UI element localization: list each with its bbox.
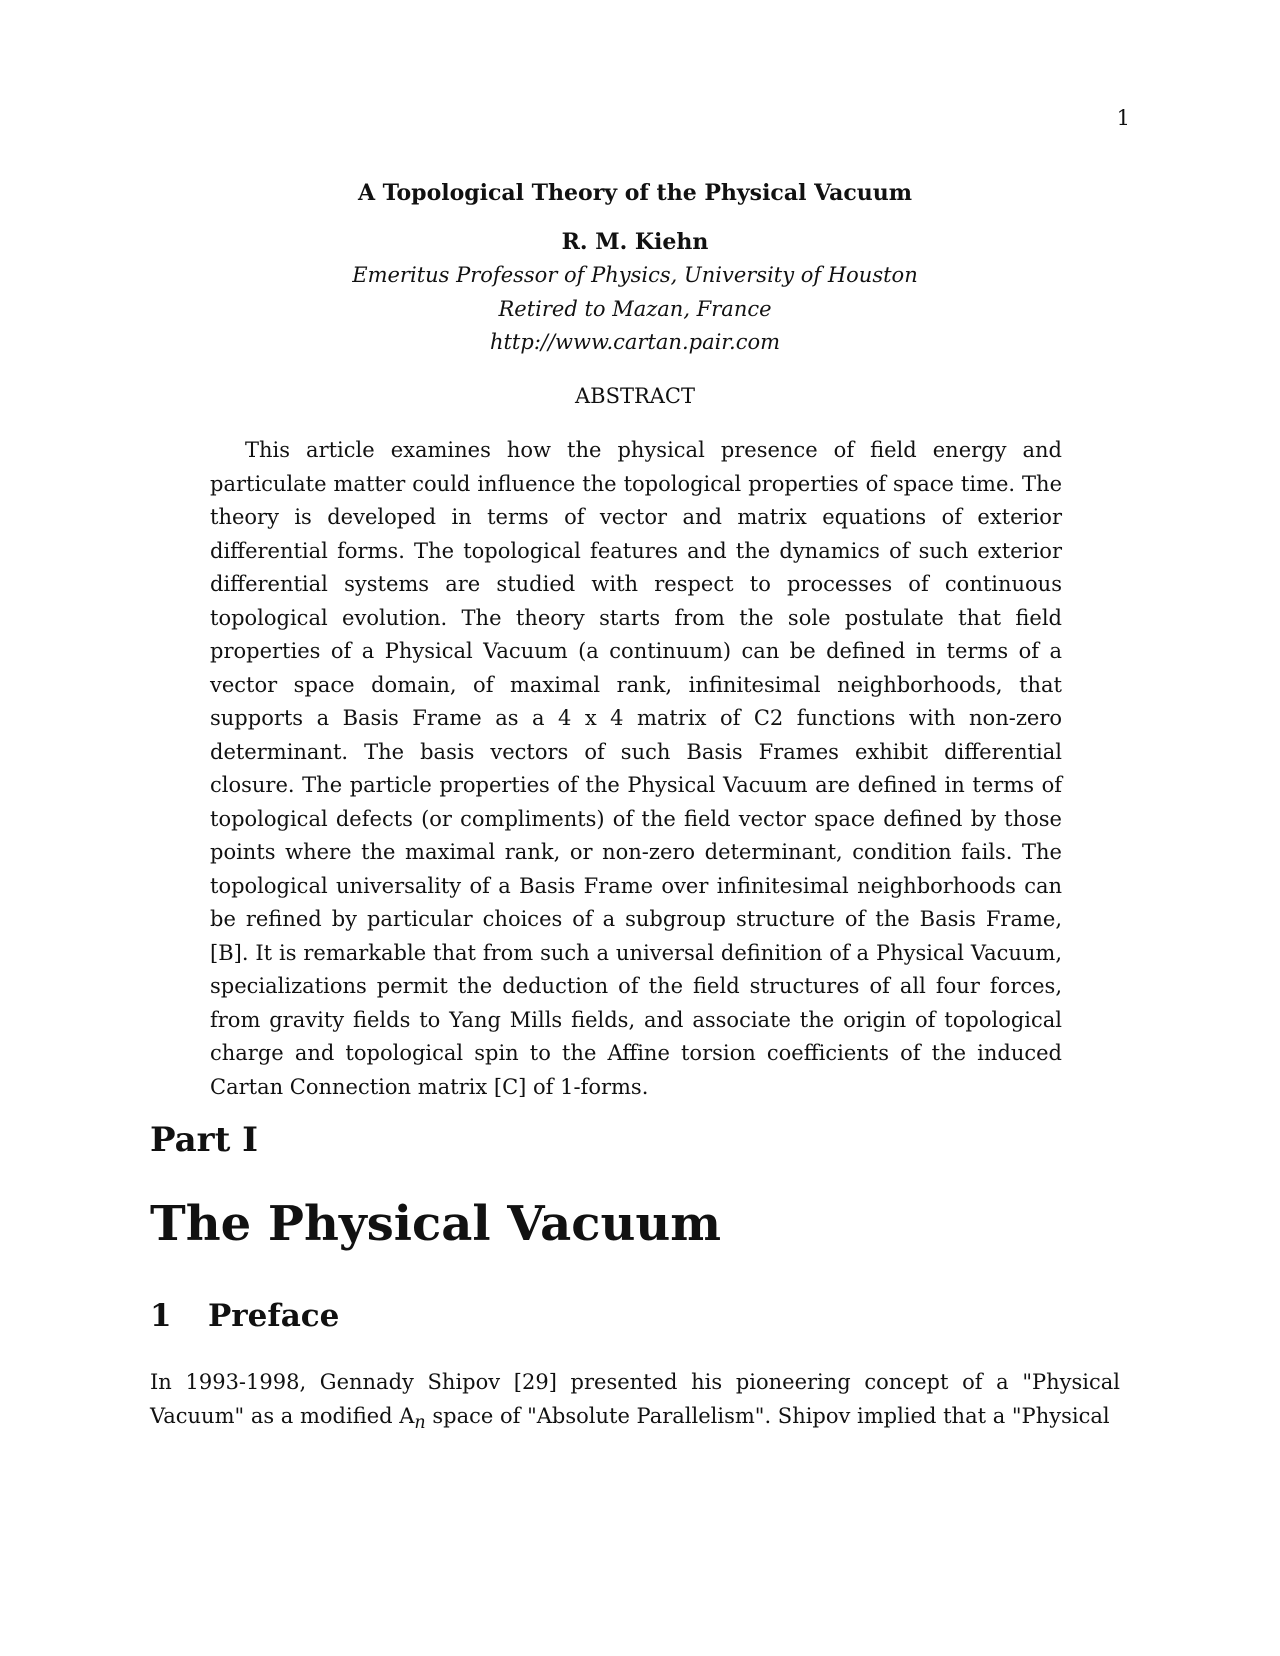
affiliation-line: Retired to Mazan, France [498,297,772,321]
part-label: Part I [150,1120,259,1160]
abstract-text: This article examines how the physical presence of field energy and particulate matter could influence the topological properties of space time. The theory is developed in terms of vector and matrix equations of exterior differential forms. The topological features and the dynamics of such exterior differential systems are studied with respect to processes of continuous topological evolution. The theory starts from the sole postulate that field properties of a Physical Vacuum (a continuum) can be defined in terms of a vector space domain, of maximal rank, infinitesimal neighborhoods, that supports a Basis Frame as a 4 x 4 matrix of C2 functions with non-zero determinant. The basis vectors of such Basis Frames exhibit differential closure. The particle properties of the Physical Vacuum are defined in terms of topological defects (or compliments) of the field vector space defined by those points where the maximal rank, or non-zero determinant, condition fails. The topological universality of a Basis Frame over infinitesimal neighborhoods can be refined by particular choices of a subgroup structure of the Basis Frame, [B]. It is remarkable that from such a universal definition of a Physical Vacuum, specializations permit the deduction of the field structures of all four forces, from gravity fields to Yang Mills fields, and associate the origin of topological charge and topological spin to the Affine torsion coefficients of the induced Cartan Connection matrix [C] of 1-forms. [210,438,1062,1099]
author-name: R. M. Kiehn [561,229,709,255]
section-number: 1 [150,1298,172,1334]
body-text-end: space of "Absolute Parallelism". Shipov implied that a "Physical [425,1403,1110,1428]
body-text-start: In 1993-1998, Gennady Shipov [29] presented his pioneering concept of a "Physical Vacuum" as a modified A [150,1370,1120,1428]
section-title: Preface [208,1298,340,1334]
page-number: 1 [1116,106,1130,130]
author-url: http://www.cartan.pair.com [489,330,781,354]
section-heading [150,1298,339,1334]
body-paragraph [150,1366,1120,1440]
part-title: The Physical Vacuum [150,1196,722,1252]
paper-title: A Topological Theory of the Physical Vacuum [357,180,913,206]
abstract-heading: ABSTRACT [574,384,696,408]
body-subscript: n [414,1412,426,1433]
affiliation-line: Emeritus Professor of Physics, University of Houston [352,263,918,287]
